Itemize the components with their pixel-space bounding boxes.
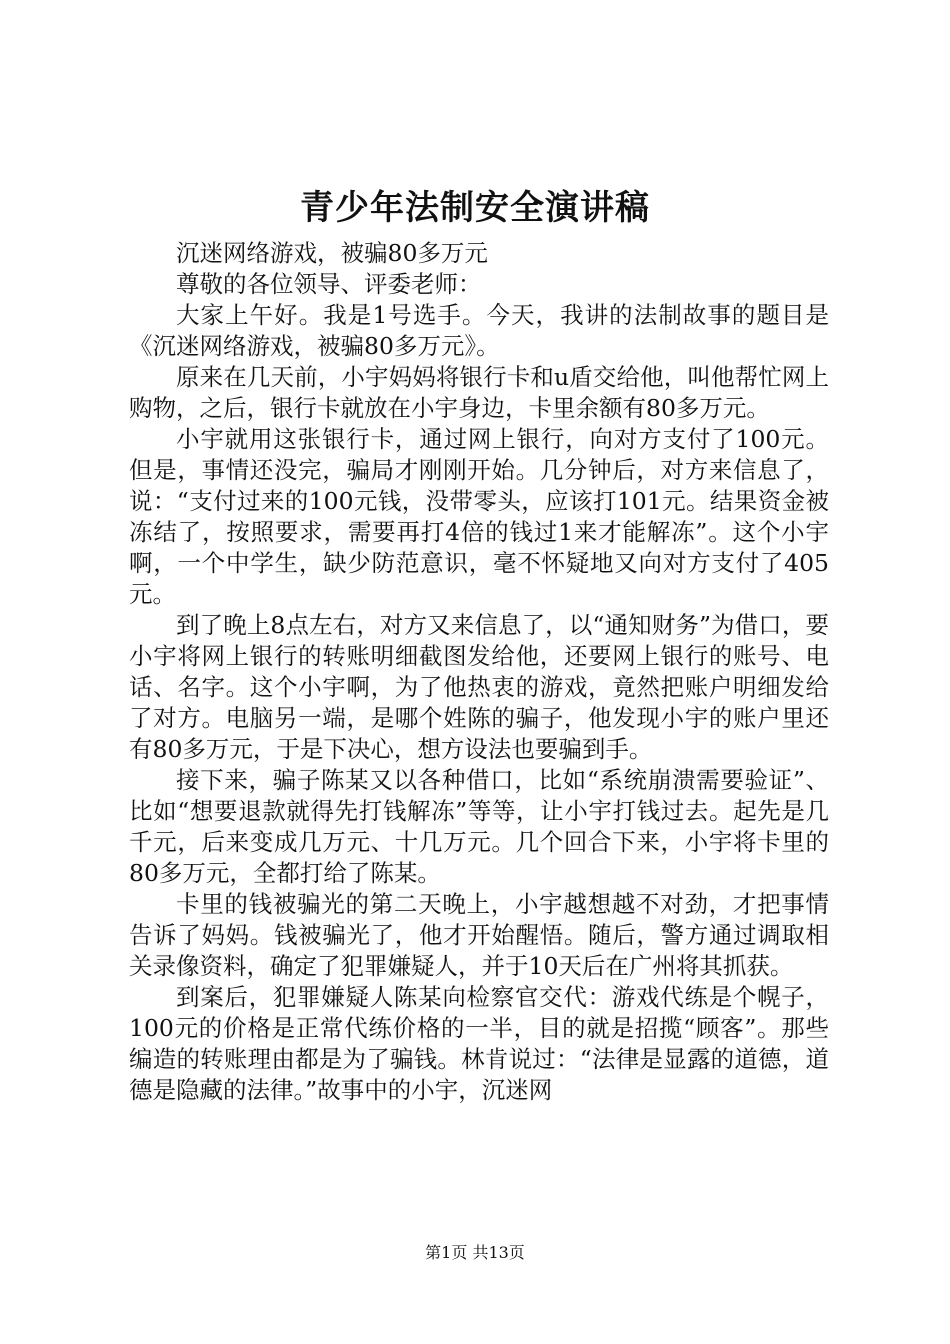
paragraph: 原来在几天前，小宇妈妈将银行卡和u盾交给他，叫他帮忙网上购物，之后，银行卡就放在小宇身边，卡里余额有80多万元。 — [129, 363, 829, 422]
document-title: 青少年法制安全演讲稿 — [300, 188, 650, 228]
paragraph-salutation: 尊敬的各位领导、评委老师： — [176, 270, 482, 298]
paragraph: 到了晚上8点左右，对方又来信息了，以“通知财务”为借口，要小宇将网上银行的转账明细截图发给他，还要网上银行的账号、电话、名字。这个小宇啊，为了他热衷的游戏，竟然把账户明细发给了对方。电脑另一端，是哪个姓陈的骗子，他发现小宇的账户里还有80多万元，于是下决心，想方设法也要骗到手。 — [129, 611, 829, 763]
page-footer: 第1页 共13页 — [425, 1243, 525, 1262]
paragraph: 卡里的钱被骗光的第二天晚上，小宇越想越不对劲，才把事情告诉了妈妈。钱被骗光了，他才开始醒悟。随后，警方通过调取相关录像资料，确定了犯罪嫌疑人，并于10天后在广州将其抓获。 — [129, 890, 829, 980]
paragraph: 大家上午好。我是1号选手。今天，我讲的法制故事的题目是《沉迷网络游戏，被骗80多万元》。 — [129, 301, 829, 360]
document-body — [129, 238, 829, 1106]
paragraph: 到案后，犯罪嫌疑人陈某向检察官交代：游戏代练是个幌子，100元的价格是正常代练价格的一半，目的就是招揽“顾客”。那些编造的转账理由都是为了骗钱。林肯说过：“法律是显露的道德，道德是隐藏的法律。”故事中的小宇，沉迷网 — [129, 983, 829, 1104]
paragraph: 小宇就用这张银行卡，通过网上银行，向对方支付了100元。但是，事情还没完，骗局才刚刚开始。几分钟后，对方来信息了，说：“支付过来的100元钱，没带零头，应该打101元。结果资金被冻结了，按照要求，需要再打4倍的钱过1来才能解冻”。这个小宇啊，一个中学生，缺少防范意识，毫不怀疑地又向对方支付了405元。 — [129, 425, 829, 608]
paragraph: 接下来，骗子陈某又以各种借口，比如“系统崩溃需要验证”、比如“想要退款就得先打钱解冻”等等，让小宇打钱过去。起先是几千元，后来变成几万元、十几万元。几个回合下来，小宇将卡里的80多万元，全都打给了陈某。 — [129, 766, 829, 887]
paragraph-subtitle: 沉迷网络游戏，被骗80多万元 — [176, 239, 488, 267]
